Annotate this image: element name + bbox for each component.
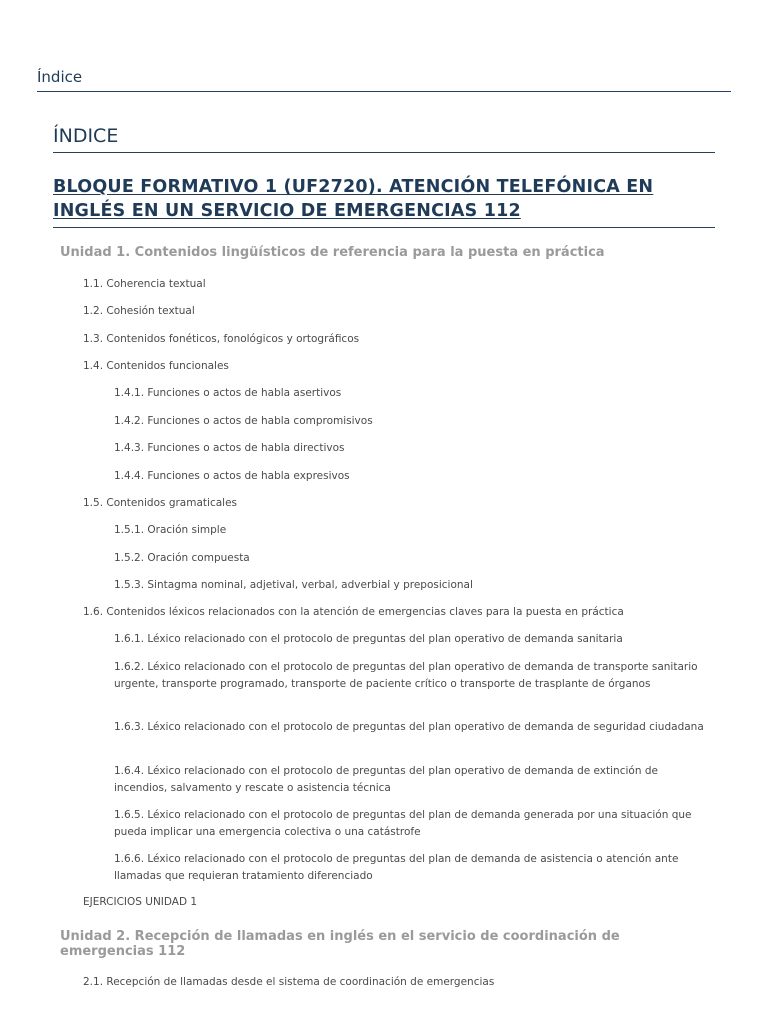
toc-subitem[interactable]: 1.6.6. Léxico relacionado con el protocolo de preguntas del plan de demanda de asistencia o atención ante llamadas que requieran tratamiento diferenciado bbox=[114, 853, 679, 882]
toc-item[interactable]: 1.4. Contenidos funcionales bbox=[83, 360, 229, 372]
toc-exercises[interactable]: EJERCICIOS UNIDAD 1 bbox=[83, 896, 198, 908]
toc-item[interactable]: 1.3. Contenidos fonéticos, fonológicos y ortográficos bbox=[83, 333, 360, 345]
toc-item[interactable]: 2.1. Recepción de llamadas desde el sistema de coordinación de emergencias bbox=[83, 976, 495, 988]
toc-subitem[interactable]: 1.6.4. Léxico relacionado con el protocolo de preguntas del plan operativo de demanda de extinción de incendios, salvamento y rescate o asistencia técnica bbox=[114, 765, 658, 794]
toc-subitem[interactable]: 1.5.2. Oración compuesta bbox=[114, 552, 250, 564]
toc-subitem[interactable]: 1.6.1. Léxico relacionado con el protocolo de preguntas del plan operativo de demanda sanitaria bbox=[114, 633, 623, 645]
toc-subitem[interactable]: 1.6.5. Léxico relacionado con el protocolo de preguntas del plan de demanda generada por una situación que pueda implicar una emergencia colectiva o una catástrofe bbox=[114, 809, 692, 838]
toc-subitem[interactable]: 1.4.3. Funciones o actos de habla directivos bbox=[114, 442, 345, 454]
toc-item[interactable]: 1.6. Contenidos léxicos relacionados con la atención de emergencias claves para la puesta en práctica bbox=[83, 606, 624, 618]
toc-subitem[interactable]: 1.4.1. Funciones o actos de habla asertivos bbox=[114, 387, 342, 399]
toc-subitem[interactable]: 1.4.2. Funciones o actos de habla compromisivos bbox=[114, 415, 373, 427]
toc-subitem[interactable]: 1.5.1. Oración simple bbox=[114, 524, 227, 536]
block-title-link[interactable]: BLOQUE FORMATIVO 1 (UF2720). ATENCIÓN TELEFÓNICA EN INGLÉS EN UN SERVICIO DE EMERGENCIAS 112 bbox=[53, 177, 654, 221]
toc-item[interactable]: 1.2. Cohesión textual bbox=[83, 305, 195, 317]
toc-subitem[interactable]: 1.6.2. Léxico relacionado con el protocolo de preguntas del plan operativo de demanda de transporte sanitario urgente, transporte programado, transporte de paciente crítico o transporte de trasplante de órganos bbox=[114, 661, 698, 690]
toc-subitem[interactable]: 1.6.3. Léxico relacionado con el protocolo de preguntas del plan operativo de demanda de seguridad ciudadana bbox=[114, 721, 704, 733]
toc-subitem[interactable]: 1.5.3. Sintagma nominal, adjetival, verbal, adverbial y preposicional bbox=[114, 579, 473, 591]
header-divider bbox=[37, 91, 731, 92]
toc-subitem[interactable]: 1.4.4. Funciones o actos de habla expresivos bbox=[114, 470, 350, 482]
toc-item[interactable]: 1.1. Coherencia textual bbox=[83, 278, 206, 290]
title-divider bbox=[53, 152, 715, 153]
running-header: Índice bbox=[37, 68, 83, 86]
toc-unit-2[interactable]: Unidad 2. Recepción de llamadas en inglés en el servicio de coordinación de emergencias 112 bbox=[60, 929, 620, 959]
toc-unit-1[interactable]: Unidad 1. Contenidos lingüísticos de referencia para la puesta en práctica bbox=[60, 245, 605, 260]
toc-item[interactable]: 1.5. Contenidos gramaticales bbox=[83, 497, 237, 509]
page-title: ÍNDICE bbox=[53, 125, 119, 147]
block-divider bbox=[53, 227, 715, 228]
